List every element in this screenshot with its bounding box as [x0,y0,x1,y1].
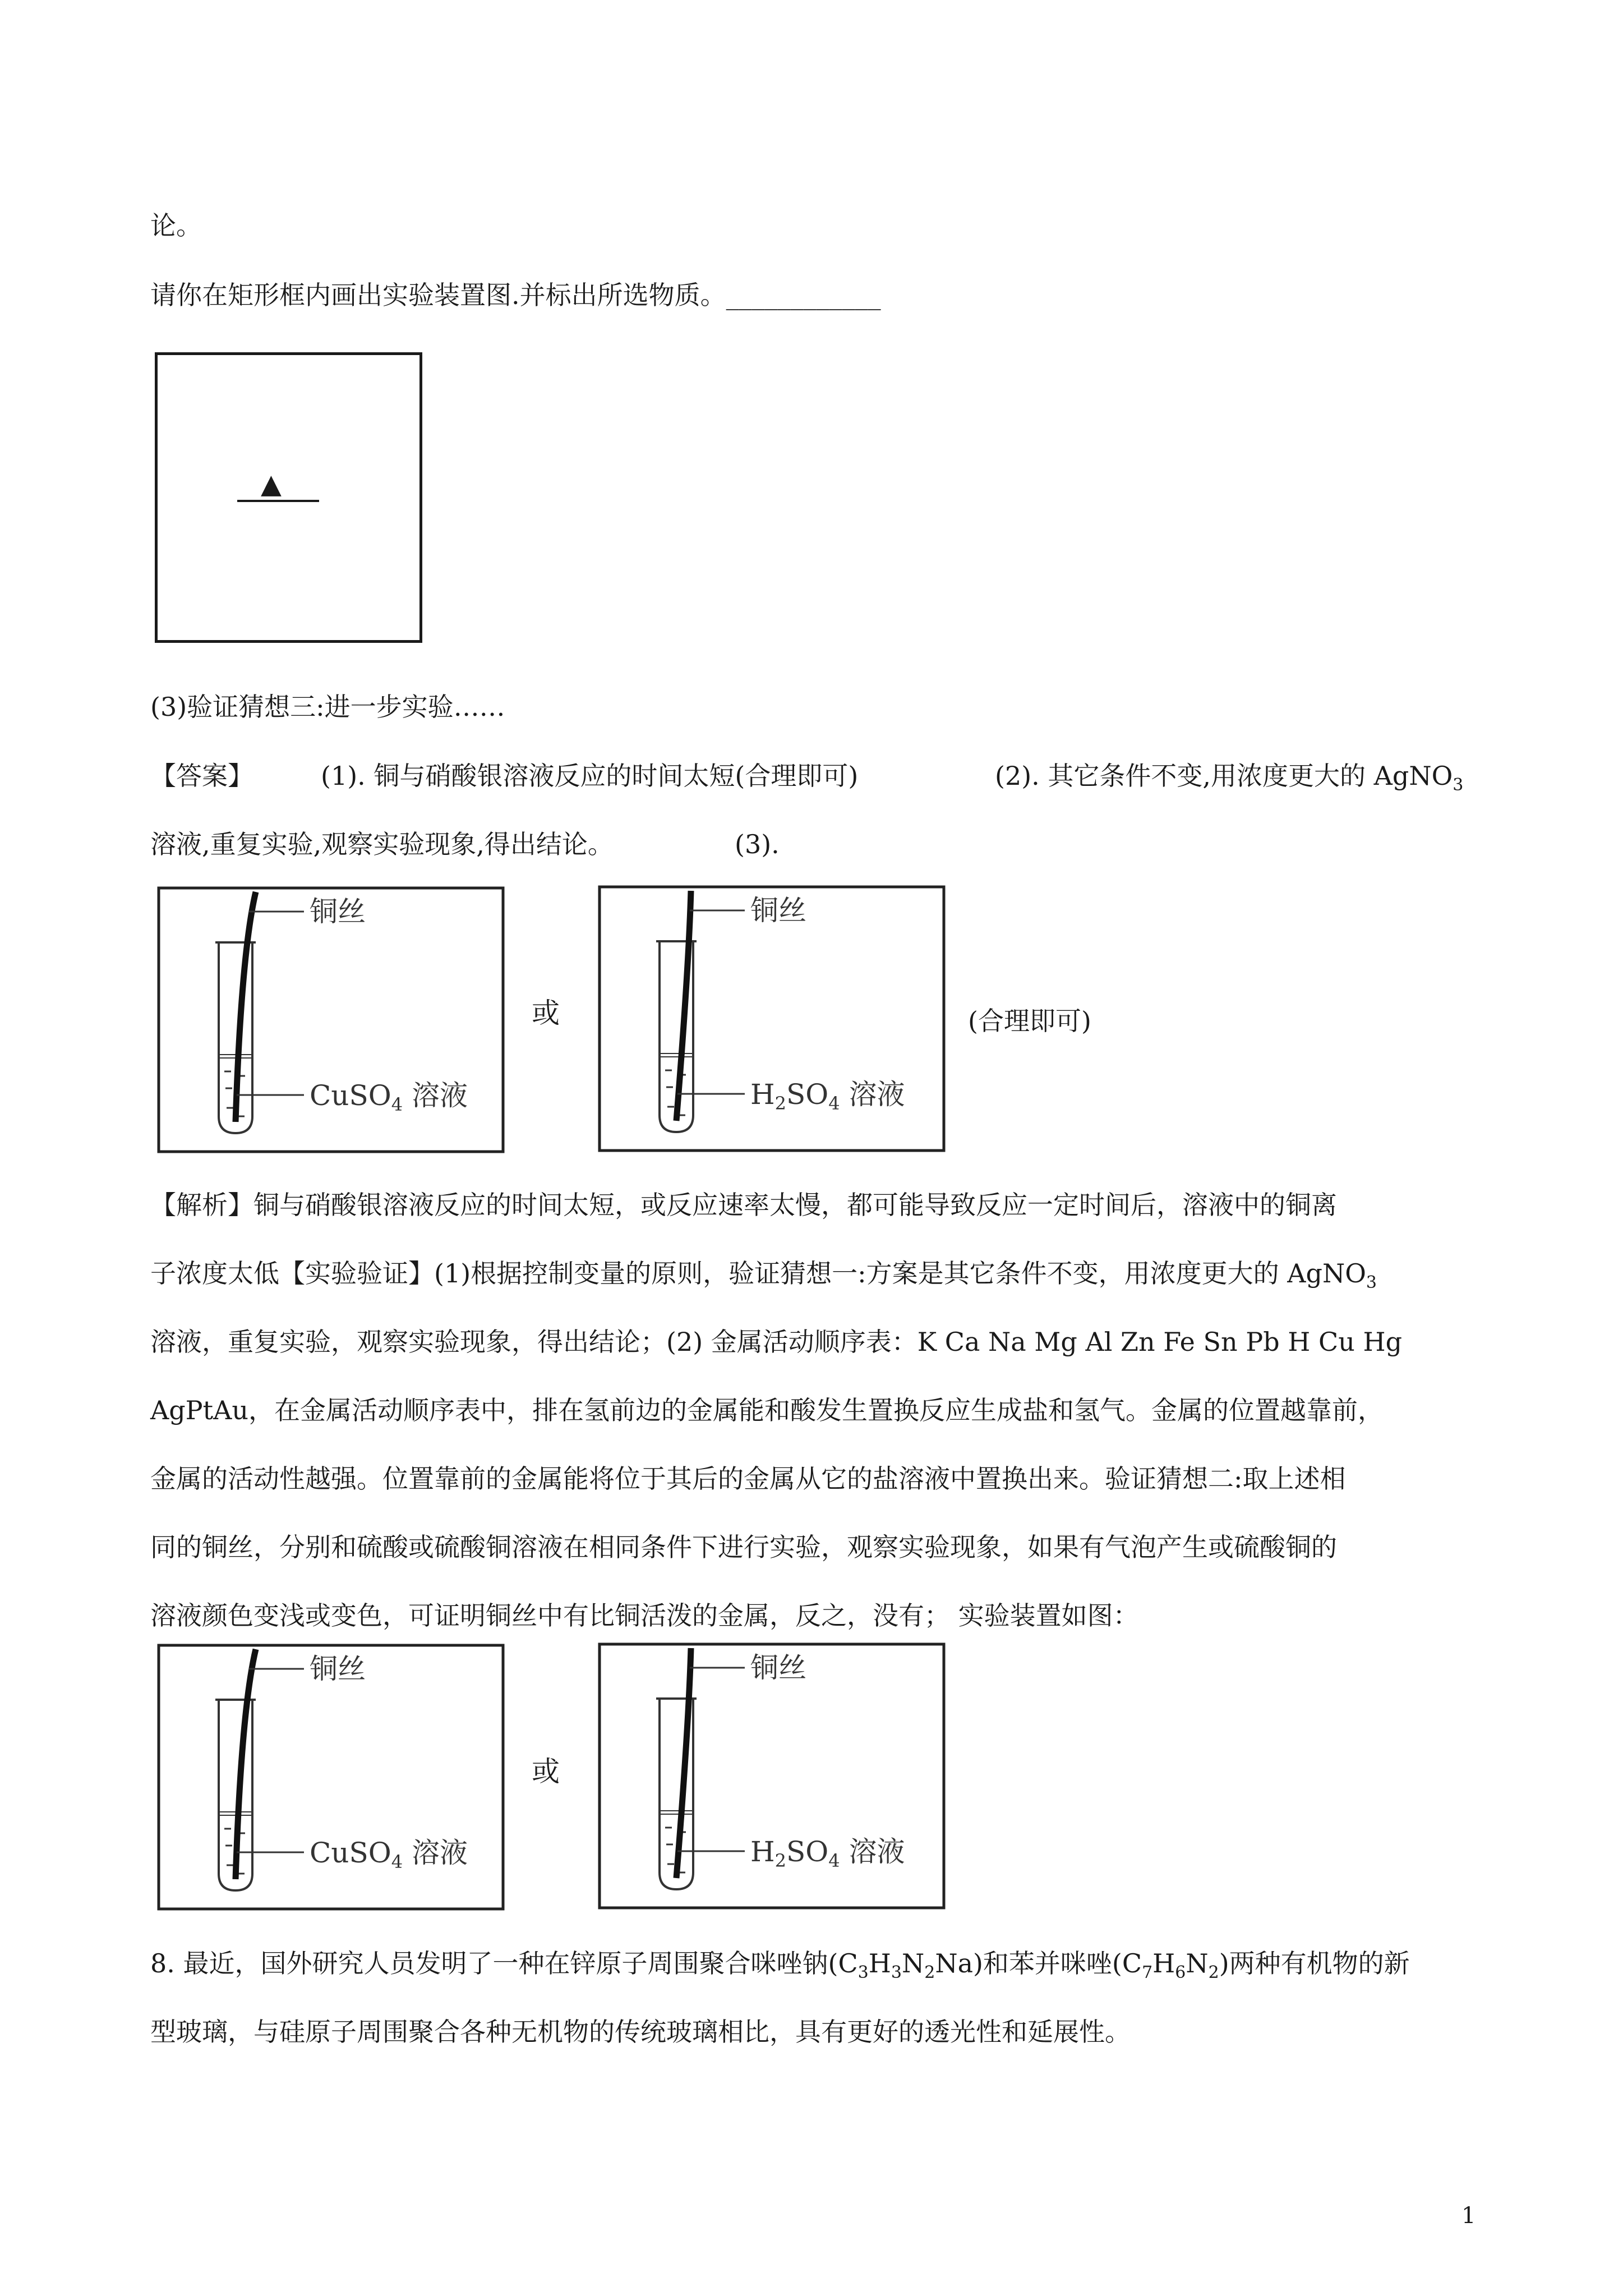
solution-label-cuso4: CuSO$_4$ 溶液 [310,1837,468,1872]
or-text: 或 [532,997,560,1029]
q8-text-d: Na)和苯并咪唑(C [935,1948,1142,1978]
reasonable-note: (合理即可) [968,1006,1091,1036]
question-8-line-1 [150,1947,1410,1980]
solution-label-h2so4: $H_2SO_4$ 溶液 [750,1078,905,1114]
q8-text-g: )两种有机物的新 [1219,1948,1410,1978]
answer-part-1: (1). 铜与硝酸银溶液反应的时间太短(合理即可) [321,761,859,791]
explanation-line-2 [150,1257,1377,1290]
answer-tag: 【答案】 [150,761,253,791]
q8-sub-6: 2 [1208,1963,1219,1982]
drawing-box [155,352,422,643]
instruction-text: 请你在矩形框内画出实验装置图.并标出所选物质。 [150,280,726,310]
wire-label: 铜丝 [310,895,366,928]
figure-h2so4-1 [598,885,946,1152]
wire-label: 铜丝 [310,1653,366,1685]
answer-part-3: (3). [735,829,780,859]
answer-line-2: 溶液,重复实验,观察实验现象,得出结论。 [150,829,614,859]
instruction-line [150,278,881,312]
solution-label-h2so4: $H_2SO_4$ 溶液 [750,1835,905,1871]
answer-blank: ____________ [726,280,881,310]
placeholder-underline [237,500,319,502]
explanation-line-2-text: 子浓度太低【实验验证】(1)根据控制变量的原则，验证猜想一:方案是其它条件不变，用浓度更大的 AgNO [150,1258,1366,1289]
placeholder-triangle-icon: ▲ [261,468,282,500]
explanation-line-4: AgPtAu，在金属活动顺序表中，排在氢前边的金属能和酸发生置换反应生成盐和氢气。金属的位置越靠前， [150,1395,1384,1425]
page-number: 1 [1461,2203,1476,2229]
q8-text-a: 8. 最近，国外研究人员发明了一种在锌原子周围聚合咪唑钠(C [150,1948,858,1978]
q8-text-c: N [901,1948,925,1978]
figure-cuso4-2 [157,1644,505,1911]
solution-label-cuso4: CuSO$_4$ 溶液 [310,1079,468,1115]
or-text: 或 [532,1755,560,1788]
explanation-line-6: 同的铜丝，分别和硫酸或硫酸铜溶液在相同条件下进行实验，观察实验现象，如果有气泡产生或硫酸铜的 [150,1532,1337,1562]
q8-sub-4: 7 [1142,1963,1153,1982]
answer-part-2-text: (2). 其它条件不变,用浓度更大的 AgNO [995,761,1453,791]
q8-text-f: N [1186,1948,1209,1978]
text-line-1: 论。 [150,210,202,241]
explanation-line-2-sub: 3 [1366,1273,1377,1292]
figure-cuso4-1 [157,886,505,1153]
q8-sub-5: 6 [1175,1963,1186,1982]
explanation-line-1: 【解析】铜与硝酸银溶液反应的时间太短，或反应速率太慢，都可能导致反应一定时间后，溶液中的铜离 [150,1190,1337,1220]
q8-text-b: H [868,1948,891,1978]
q8-sub-2: 3 [891,1963,902,1982]
text-verify-3: (3)验证猜想三:进一步实验…… [150,692,505,722]
explanation-line-5: 金属的活动性越强。位置靠前的金属能将位于其后的金属从它的盐溶液中置换出来。验证猜想二:取上述相 [150,1464,1346,1494]
answer-part-2 [995,759,1463,793]
wire-label: 铜丝 [750,894,806,927]
explanation-line-7: 溶液颜色变浅或变色，可证明铜丝中有比铜活泼的金属，反之，没有； 实验装置如图： [150,1600,1139,1631]
q8-sub-1: 3 [857,1963,869,1982]
figure-h2so4-2 [598,1642,946,1910]
answer-part-2-sub: 3 [1453,775,1464,795]
question-8-line-2: 型玻璃，与硅原子周围聚合各种无机物的传统玻璃相比，具有更好的透光性和延展性。 [150,2017,1131,2047]
q8-text-e: H [1152,1948,1175,1978]
explanation-line-3: 溶液，重复实验，观察实验现象，得出结论；(2) 金属活动顺序表：K Ca Na Mg Al Zn Fe Sn Pb H Cu Hg [150,1327,1403,1357]
q8-sub-3: 2 [924,1963,935,1982]
wire-label: 铜丝 [750,1651,806,1684]
